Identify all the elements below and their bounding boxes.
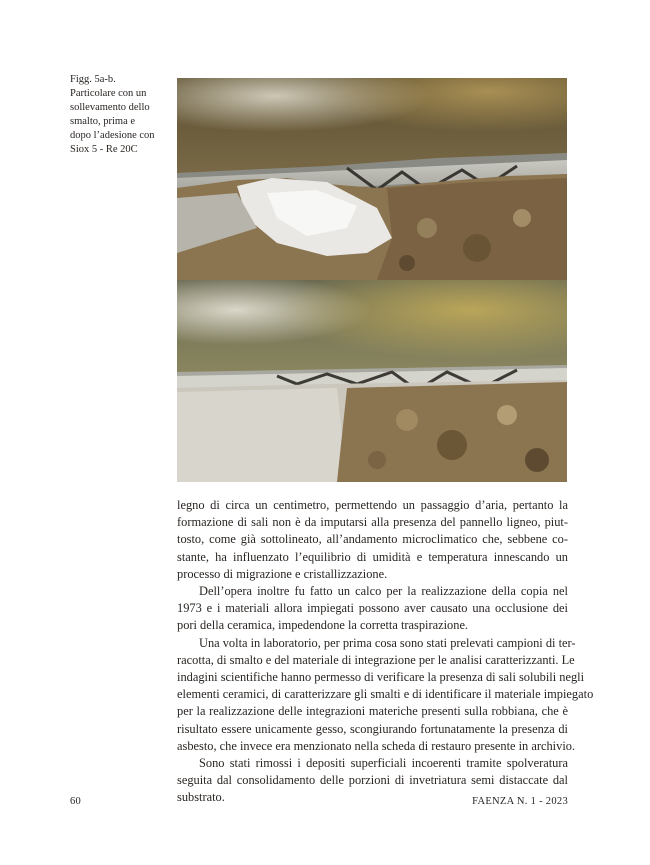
text-line: processo di migrazione e cristallizzazione. <box>177 566 388 581</box>
text-line: tosto, come già sottolineato, all’andamento microclimatico che, sebbene co- <box>177 532 568 547</box>
text-line: stante, ha influenzato l’equilibrio di umidità e temperatura innescando un <box>177 549 568 564</box>
text-line: substrato. <box>177 790 225 805</box>
text-line: pori della ceramica, impedendone la corretta traspirazione. <box>177 618 469 633</box>
text-line: indagini scientifiche hanno permesso di verificare la presenza di sali solubili negli <box>177 670 585 685</box>
running-footer: FAENZA N. 1 - 2023 <box>472 796 568 807</box>
caption-line: sollevamento dello <box>70 102 150 113</box>
text-line: 1973 e i materiali allora impiegati possono aver causato una occlusione dei <box>177 601 568 616</box>
text-line: Sono stati rimossi i depositi superficiali incoerenti tramite spolveratura <box>199 756 568 771</box>
text-line: per la realizzazione delle integrazioni materiche presenti sulla robbiana, che è <box>177 704 568 719</box>
text-line: racotta, di smalto e del materiale di integrazione per le analisi caratterizzanti. Le <box>177 652 575 667</box>
paragraph <box>177 497 568 583</box>
text-line: Una volta in laboratorio, per prima cosa sono stati prelevati campioni di ter- <box>199 635 576 650</box>
caption-line: Figg. 5a-b. <box>70 74 116 85</box>
text-line: legno di circa un centimetro, permettendo un passaggio d’aria, pertanto la <box>177 498 568 512</box>
text-line: seguita dal consolidamento delle porzioni di invetriatura semi distaccate dal <box>177 773 568 788</box>
photo-enamel-lifting-after <box>177 280 567 482</box>
figure-caption <box>70 73 170 157</box>
text-line: elementi ceramici, di caratterizzare gli smalti e di identificare il materiale impiegato <box>177 687 594 702</box>
page-number: 60 <box>70 796 82 807</box>
caption-line: dopo l’adesione con <box>70 130 155 141</box>
figure-5a-photo <box>177 78 567 280</box>
text-line: risultato essere unicamente gesso, scongiurando fortunatamente la presenza di <box>177 721 568 736</box>
figure-5b-photo <box>177 280 567 482</box>
text-line: asbesto, che invece era menzionato nella scheda di restauro presente in archivio. <box>177 738 576 753</box>
text-line: Dell’opera inoltre fu fatto un calco per la realizzazione della copia nel <box>199 584 568 599</box>
paragraph <box>177 635 594 755</box>
caption-line: Siox 5 - Re 20C <box>70 144 138 155</box>
caption-line: smalto, prima e <box>70 116 136 127</box>
caption-line: Particolare con un <box>70 88 147 99</box>
paragraph <box>177 583 568 635</box>
article-body <box>177 497 594 807</box>
text-line: formazione di sali non è da imputarsi alla presenza del pannello ligneo, piut- <box>177 515 568 530</box>
photo-enamel-lifting-before <box>177 78 567 280</box>
